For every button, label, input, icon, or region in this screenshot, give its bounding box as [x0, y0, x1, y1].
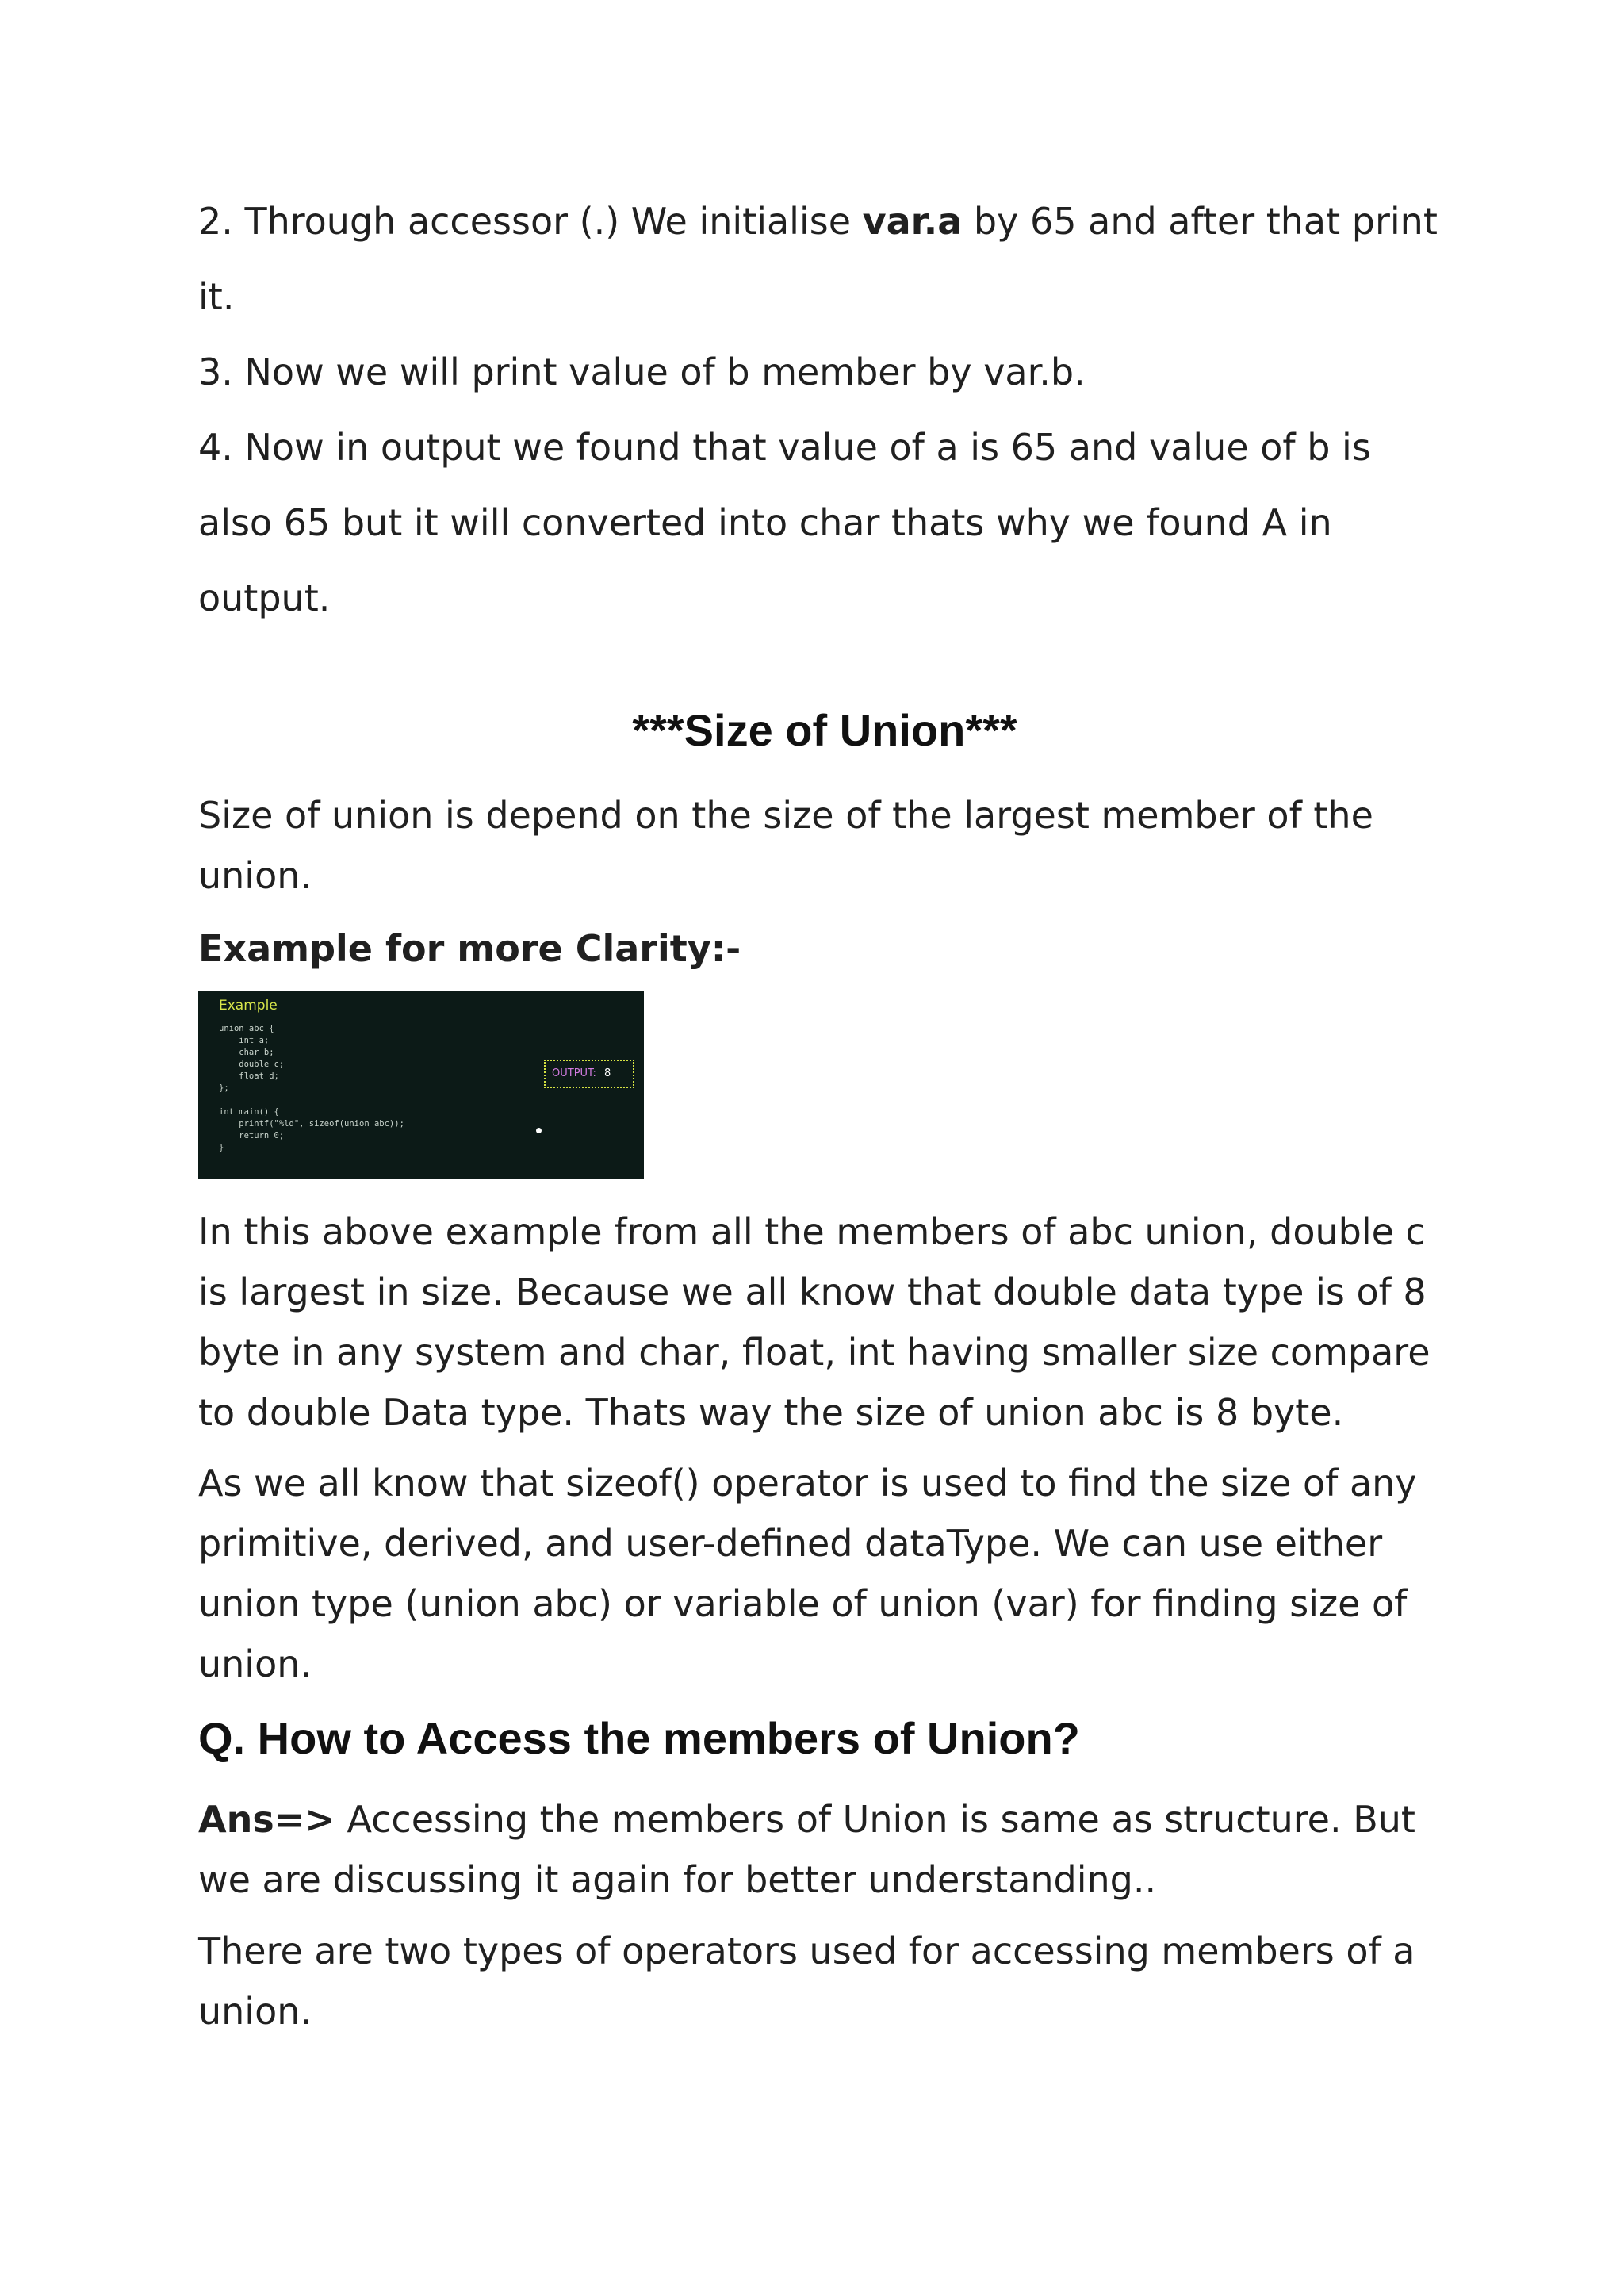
example-heading: Example for more Clarity:- [198, 927, 741, 970]
size-intro-line-1: Size of union is depend on the size of the largest member of the [198, 794, 1373, 837]
answer-label: Ans=> [198, 1798, 335, 1841]
code-snippet: union abc { int a; char b; double c; float d; }; int main() { printf("%ld", sizeof(union abc)); return 0; } [219, 1024, 404, 1152]
output-value: 8 [603, 1068, 611, 1079]
code-example-image [198, 991, 644, 1179]
step-2 [198, 184, 1451, 259]
explain-line-4: to double Data type. Thats way the size of union abc is 8 byte. [198, 1391, 1344, 1434]
sizeof-line-2: primitive, derived, and user-defined dataType. We can use either [198, 1522, 1383, 1565]
sizeof-line-1: As we all know that sizeof() operator is used to find the size of any [198, 1462, 1417, 1504]
size-intro-line-2: union. [198, 854, 312, 897]
operators-line-1: There are two types of operators used for accessing members of a [198, 1930, 1415, 1972]
explain-line-1: In this above example from all the members of abc union, double c [198, 1210, 1426, 1253]
size-of-union-title: ***Size of Union*** [632, 705, 1017, 755]
example-heading-wrap [198, 918, 1451, 979]
cursor-dot [536, 1128, 542, 1133]
step-2-text-end: by 65 and after that print [962, 200, 1438, 243]
sizeof-explanation [198, 1453, 1451, 1694]
step-3: 3. Now we will print value of b member by var.b. [198, 351, 1086, 393]
answer-text: Accessing the members of Union is same as structure. But [335, 1798, 1415, 1841]
code-image-label: Example [219, 998, 278, 1014]
step-4-line-2: also 65 but it will converted into char thats why we found A in [198, 501, 1332, 544]
sizeof-line-3: union type (union abc) or variable of union (var) for finding size of [198, 1582, 1408, 1625]
answer-line-2: we are discussing it again for better understanding.. [198, 1858, 1157, 1901]
step-4-line-1: 4. Now in output we found that value of a is 65 and value of b is [198, 426, 1371, 469]
step-2-continued: it. [198, 275, 235, 318]
output-label: OUTPUT: [552, 1068, 596, 1079]
output-box [544, 1060, 634, 1088]
explain-line-3: byte in any system and char, float, int having smaller size compare [198, 1331, 1431, 1374]
step-2-bold-var: var.a [862, 200, 963, 243]
answer-line-1 [198, 1789, 1451, 1849]
access-question-heading: Q. How to Access the members of Union? [198, 1713, 1080, 1763]
step-list [198, 184, 1451, 636]
explain-line-2: is largest in size. Because we all know that double data type is of 8 [198, 1271, 1427, 1313]
size-explanation [198, 1202, 1451, 1443]
operators-intro [198, 1921, 1451, 2041]
sizeof-line-4: union. [198, 1642, 312, 1685]
step-4-line-3: output. [198, 577, 331, 619]
step-2-text: 2. Through accessor (.) We initialise [198, 200, 863, 243]
answer-block [198, 1789, 1451, 1910]
size-intro [198, 785, 1451, 906]
operators-line-2: union. [198, 1990, 312, 2033]
